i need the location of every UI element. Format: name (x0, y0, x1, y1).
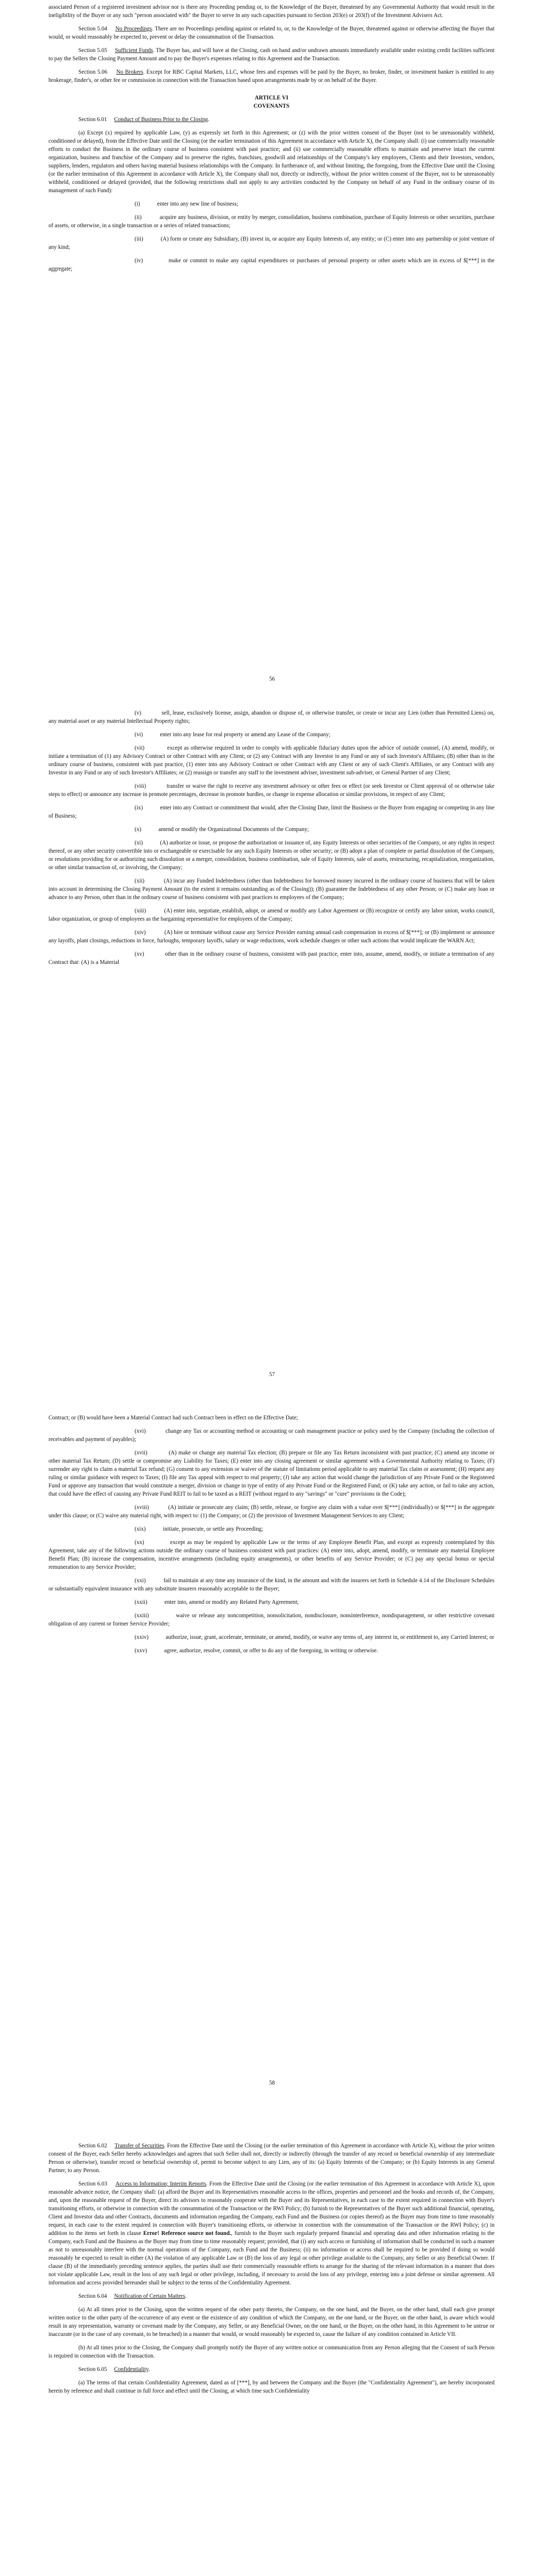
clause-text: (A) incur any Funded Indebtedness (other than Indebtedness for borrowed money incurred in the ordinary course of business that will be taken into account in determining the Closing Payment Amount (to the extent it remains outstanding as of the Closing)); (B) guarantee the Indebtedness of any other Person; or (C) make any loan or advance to any Person, other than in the ordinary course of business consistent with past practices to employees of the Company; (48, 878, 494, 901)
clause-text: enter into any Contract or commitment that would, after the Closing Date, limit the Business or the Buyer from engaging or competing in any line of Business; (48, 805, 494, 819)
clause-item (48, 1525, 494, 1533)
section-title: Conduct of Business Prior to the Closing (114, 116, 208, 123)
carryover-paragraph: associated Person of a registered investment advisor nor is there any Proceeding pending or, to the Knowledge of the Buyer, threatened by any Governmental Authority that would result in the ineligibility of the Buyer or any such "person associated with" the Buyer to serve in any such capacities pursuant to Section 203(e) or 203(f) of the Investment Advisers Act. (48, 4, 494, 19)
clause-text: fail to maintain at any time any insurance of the kind, in the amount and with the insurers set forth in Schedule 4.14 of the Disclosure Schedules or substantially equivalent insurance with any substitute insurers reasonably acceptable to the Buyer; (48, 1578, 494, 1592)
clause-number: (xi) (135, 840, 143, 846)
clause-item (48, 877, 494, 902)
clause-text: change any Tax or accounting method or accounting or cash management practice or policy used by the Company (including the collection of receivables and payment of payables); (48, 1428, 494, 1443)
clause-item (48, 257, 494, 273)
clause-number: (ii) (135, 214, 142, 221)
clause-number: (xx) (135, 1539, 144, 1546)
clause-item (48, 782, 494, 799)
clause-number: (xiv) (135, 929, 146, 936)
clause-number: (xvi) (135, 1428, 146, 1434)
section-title: Access to Information; Interim Reports (115, 2181, 206, 2187)
clause-item (48, 744, 494, 777)
clause-number: (xxii) (135, 1599, 147, 1605)
clause-number: (xxiii) (135, 1613, 149, 1619)
section-6-02: Section 6.02 Transfer of Securities. From the Effective Date until the Closing (or the earlier termination of this Agreement in accordance with Article X), without the prior written consent of the Buyer, each Seller hereby acknowledges and agrees that such Seller shall not, directly or indirectly (through the transfer of any record or beneficial ownership of any intermediate Person or otherwise), transfer record or beneficial ownership of, permit to become subject to any Lien, any of its: (a) Equity Interests of the Company; or (b) Equity Interests in any General Partner, to any Person. (48, 2143, 495, 2174)
section-5-05: Section 5.05 Sufficient Funds. The Buyer has, and will have at the Closing, cash on hand and/or undrawn amounts immediately available under existing credit facilities sufficient to pay the Sellers the Closing Payment Amount and to pay the Buyer's expenses relating to this Agreement and the Transaction. (48, 47, 494, 62)
clause-number: (xix) (135, 1526, 146, 1532)
section-title: Notification of Certain Matters (114, 2293, 186, 2299)
page-56 (0, 0, 544, 703)
clause-number: (vi) (135, 732, 143, 738)
clause-item (48, 1612, 494, 1628)
page-58 (0, 1406, 544, 2110)
clause-item (48, 235, 494, 251)
clause-text: other than in the ordinary course of business, consistent with past practice, enter into, assume, amend, modify, or initiate a termination of any Contract that: (A) is a Material (48, 951, 495, 965)
section-title: Sufficient Funds (114, 47, 153, 54)
clause-number: (xvii) (135, 1450, 147, 1456)
clause-text: sell, lease, exclusively license, assign, abandon or dispose of, or otherwise transfer, or create or incur any Lien (other than Permitted Liens) on, any material asset or any material Intellectual Property rights; (48, 710, 495, 724)
clause-number: (ix) (135, 805, 143, 811)
clause-item (48, 928, 494, 945)
clause-text: (A) make or change any material Tax election; (B) prepare or file any Tax Return inconsistent with past practice; (C) amend any income or other material Tax Return; (D) settle or compromise any Liability for Taxes; (E) enter into any closing agreement or similar agreement with a Governmental Authority relating to Taxes; (F) surrender any right to claim a material Tax refund; (G) consent to any extension or waiver of the statute of limitations period applicable to any material Tax claim or assessment; (H) request any ruling or similar guidance with respect to Taxes; (I) file any Tax appeal with respect to real property; (J) take any action that would change the jurisdiction of any Private Fund or the Registered Fund or approve any transaction that would constitute a merger, division or change in type of entity of any Private Fund or the Registered Fund; or (K) take any action, or fail to take any action, that could have the effect of causing any Private Fund REIT to fail to be taxed as a REIT (without regard to any "savings" or "cure" provisions in the Code); (48, 1450, 494, 1497)
clause-text: authorize, issue, grant, accelerate, terminate, or amend, modify, or waive any terms of, any interest in, or entitlement to, any Carried Interest; or (166, 1634, 494, 1640)
clause-item (48, 1577, 494, 1593)
paragraph-6-04-b: (b) At all times prior to the Closing, the Company shall promptly notify the Buyer of any written notice or communication from any Person alleging that the Consent of such Person is required in connection with the Transaction. (48, 2345, 494, 2359)
clause-text: except as otherwise required in order to comply with applicable fiduciary duties upon the advice of outside counsel, (A) amend, modify, or initiate a termination of (1) any Advisory Contract or other Contract with any Client; or (2) any Contract with any Investor in any Fund or any of such Investor's Affiliates; (B) other than in the ordinary course of business, consistent with past practice, (1) enter into any Advisory Contract or other Contract with any Client or any of such Client's Affiliates, or any Contract with any Investor in any Fund or any of such Investor's Affiliates; or (2) reassign or transfer any staff to the investment adviser, investment sub-adviser, or General Partner of any Client; (48, 745, 495, 776)
clause-number: (xxi) (135, 1578, 146, 1584)
section-6-01-heading: Section 6.01 Conduct of Business Prior to the Closing. (78, 116, 209, 123)
section-title: No Proceedings (115, 26, 152, 32)
page-57 (0, 703, 544, 1406)
clause-list (48, 1427, 494, 1655)
section-6-05-heading: Section 6.05 Confidentiality. (78, 2366, 150, 2372)
clause-number: (iv) (135, 258, 143, 264)
carryover-paragraph: Contract; or (B) would have been a Material Contract had such Contract been in effect on the Effective Date; (48, 1415, 298, 1421)
clause-text: except as may be required by applicable Law or the terms of any Employee Benefit Plan, and except as expressly contemplated by this Agreement, take any of the following actions outside the ordinary course of business consistent with past practices: (A) enter into, adopt, amend, modify, or terminate any material Employee Benefit Plan; (B) increase the compensation, incentive arrangements (including equity arrangements), or other benefits of any Service Provider; or (C) pay any special bonus or special remuneration to any Service Provider; (48, 1539, 494, 1570)
clause-item (48, 1538, 494, 1571)
clause-item (48, 839, 494, 872)
clause-text: acquire any business, division, or entity by merger, consolidation, business combination, purchase of Equity Interests or other securities, purchase of assets, or otherwise, in a single transaction or a series of related transactions; (48, 214, 495, 229)
clause-text: waive or release any noncompetition, nonsolicitation, nondisclosure, nonsinterference, nondisparagement, or other restrictive covenant obligation of any current or former Service Provider; (48, 1613, 495, 1627)
clause-number: (x) (135, 826, 141, 833)
section-title: Transfer of Securities (114, 2143, 164, 2149)
clause-item (48, 804, 494, 820)
clause-text: enter into, amend or modify any Related Party Agreement; (164, 1599, 299, 1605)
clause-item (48, 1633, 494, 1641)
clause-number: (xxv) (135, 1648, 147, 1654)
clause-text: amend or modify the Organizational Documents of the Company; (158, 826, 309, 833)
clause-item (48, 200, 494, 208)
paragraph-a: (a) Except (x) required by applicable Law, (y) as expressly set forth in this Agreement; or (z) with the prior written consent of the Buyer (not to be unreasonably withheld, conditioned or delayed), from the Effective Date until the Closing (or the earlier termination of this Agreement in accordance with Article X), the Company shall: (i) use commercially reasonable efforts to conduct the Business in the ordinary course of business consistent with past practice; and (ii) use commercially reasonable efforts to maintain and preserve intact the current organization, business and franchise of the Company and to preserve the rights, franchises, goodwill and relationships of the Company's key employees, Clients and their Investors, vendors, suppliers, lenders, regulators and others having material business relationships with the Company. In furtherance of, and without limiting, the foregoing, from the Effective Date until the Closing (or the earlier termination of this Agreement in accordance with Article X), the Company shall not, directly or indirectly, without the prior written consent of the Buyer, not to be unreasonably withheld, conditioned or delayed (provided, that the following restrictions shall not apply to any activities conducted by the Company on behalf of any Fund in the ordinary course of its management of such Fund): (48, 130, 494, 194)
clause-text: enter into any new line of business; (157, 201, 238, 207)
clause-number: (i) (135, 201, 140, 207)
reference-error: Error! Reference source not found. (143, 2230, 232, 2236)
clause-item (48, 907, 494, 923)
page-number: 58 (269, 2080, 275, 2086)
clause-number: (xviii) (135, 1504, 149, 1511)
clause-text: (A) form or create any Subsidiary, (B) invest in, or acquire any Equity Interests of, any entity; or (C) enter into any partnership or joint venture of any kind; (48, 236, 495, 250)
clause-number: (xiii) (135, 908, 146, 914)
clause-list (48, 709, 494, 967)
clause-item (48, 213, 494, 230)
clause-item (48, 1427, 494, 1444)
clause-number: (xxiv) (135, 1634, 149, 1640)
clause-text: make or commit to make any capital expenditures or purchases of personal property or other assets which are in excess of $[***] in the aggregate; (48, 258, 495, 272)
clause-item (48, 825, 494, 834)
clause-text: initiate, prosecute, or settle any Proceeding; (162, 1526, 263, 1532)
clause-number: (v) (135, 710, 141, 716)
clause-item (48, 950, 494, 967)
page-number: 56 (269, 676, 275, 682)
clause-number: (xii) (135, 878, 145, 884)
paragraph-6-05-a: (a) The terms of that certain Confidentiality Agreement, dated as of [***], by and between the Company and the Buyer (the "Confidentiality Agreement"), are hereby incorporated herein by reference and shall continue in full force and effect until the Closing, at which time such Confidentiality (48, 2380, 494, 2394)
article-title: COVENANTS (253, 103, 290, 109)
paragraph-6-04-a: (a) At all times prior to the Closing, upon the written request of the other party thereto, the Company, on the one hand, and the Buyer, on the other hand, shall each give prompt written notice to the other party of the occurrence of any event or the existence of any condition of which the Company, on the one hand, or the Buyer, on the other hand, is aware which would result in any representation, warranty or covenant made by the Company, any Seller, or any Beneficial Owner, on the one hand, or the Buyer, on the other hand, in this Agreement to be untrue or inaccurate (or in the case of any covenant, to be breached) in a manner that would, or would reasonably be expected to, cause the failure of any condition contained in Article VII. (48, 2307, 494, 2337)
clause-list (48, 200, 494, 273)
section-5-04: Section 5.04 No Proceedings. There are no Proceedings pending against or related to, or, to the Knowledge of the Buyer, threatened against or otherwise affecting the Buyer that would, or would reasonably be expected to, prevent or delay the consummation of the Transaction. (48, 26, 494, 40)
section-5-06: Section 5.06 No Brokers. Except for RBC Capital Markets, LLC, whose fees and expenses will be paid by the Buyer, no broker, finder, or investment banker is entitled to any brokerage, finder's, or other fee or commission in connection with the Transaction based upon arrangements made by or on behalf of the Buyer. (48, 69, 494, 83)
clause-text: agree, authorize, resolve, commit, or offer to do any of the foregoing, in writing or otherwise. (164, 1648, 378, 1654)
clause-text: transfer or waive the right to receive any investment advisory or other fees or effect (or seek Investor or Client approval of or otherwise take steps to effect) or announce any increase in promote percentages, decrease in promote hurdles, or change in expense allocation or similar provisions, in respect of any Client; (48, 783, 494, 798)
clause-text: (A) initiate or prosecute any claim; (B) settle, release, or forgive any claim with a value over $[***] (individually) or $[***] in the aggregate under this clause; or (C) waive any material right, with respect to: (1) the Company; or (2) the provision of Investment Management Services to any Client; (48, 1504, 494, 1519)
article-heading (48, 94, 494, 110)
clause-item (48, 709, 494, 725)
section-title: No Brokers (116, 69, 143, 75)
clause-text: (A) authorize or issue, or propose the authorization or issuance of, any Equity Interests or other securities of the Company, or any rights in respect thereof, or any other security convertible into or exchangeable or exercisable for any such Equity Interests or other security; or (B) adopt a plan of complete or partial dissolution of the Company, or resolutions providing for or authorizing such dissolution or a merger, consolidation, business combination, sale of Equity Interests, sale of assets, restructuring, recapitalization, reorganization, or other similar transaction of, or involving, the Company; (48, 840, 495, 871)
section-6-03: Section 6.03 Access to Information; Interim Reports. From the Effective Date until the Closing (or the earlier termination of this Agreement in accordance with Article X), upon reasonable advance notice, the Company shall: (a) afford the Buyer and its Representatives reasonable access to the offices, properties and personnel and the books and records of, the Company, and, upon the reasonable request of the Buyer, direct its advisors to reasonably cooperate with the Buyer and its Representatives, in each case to the extent required in connection with Buyer's transitioning efforts, or otherwise in connection with the consummation of the Transaction or the RWI Policy; (b) furnish to the Representatives of the Buyer such additional financial, operating, Client and Investor data and other Contracts, documents and information regarding the Company, each Fund and the Business (or copies thereof) as the Buyer may from time to time reasonably request, in each case to the extent required in connection with Buyer's transitioning efforts, or otherwise in connection with the consummation of the Transaction or the RWI Policy; (c) in addition to the items set forth in clause Error! Reference source not found., furnish to the Buyer such regularly prepared financial and operating data and other information relating to the Company, each Fund and the Business as the Buyer may from time to time reasonably request; provided, that (i) any such access or furnishing of information shall be conducted in such a manner as not to unreasonably interfere with the normal operations of the Company, each Fund and the Business; (ii) no information or access shall be required to be provided if doing so would reasonably be expected to result in either (A) the violation of any applicable Law or (B) the loss of any legal or other privilege available to the Company, any Seller or any Beneficial Owner. If clause (B) of the immediately preceding sentence applies, the parties shall use their commercially reasonable efforts to arrange for the sharing of the relevant information in a manner that does not violate applicable Law, result in the loss of any such legal or other privilege, including, if necessary to avoid the loss of any privilege, entering into a joint defense or similar agreement. All information and access provided hereunder shall be subject to the terms of the Confidentiality Agreement. (48, 2181, 494, 2286)
clause-item (48, 731, 494, 739)
article-number: ARTICLE VI (254, 95, 289, 101)
page-number: 57 (269, 1371, 275, 1378)
clause-number: (vii) (135, 745, 145, 751)
clause-item (48, 1647, 494, 1655)
clause-item (48, 1449, 494, 1498)
clause-number: (xv) (135, 951, 144, 957)
clause-text: enter into any lease for real property or amend any Lease of the Company; (160, 732, 331, 738)
section-6-04-heading: Section 6.04 Notification of Certain Matters. (78, 2293, 187, 2299)
clause-item (48, 1598, 494, 1606)
clause-text: (A) hire or terminate without cause any Service Provider earning annual cash compensation in excess of $[***]; or (B) implement or announce any layoffs, plant closings, reductions in force, furloughs, temporary layoffs, salary or wage reductions, work schedule changes or other such actions that would implicate the WARN Act; (48, 929, 495, 944)
clause-item (48, 1503, 494, 1520)
clause-number: (viii) (135, 783, 146, 789)
page-59 (0, 2110, 544, 2576)
clause-number: (iii) (135, 236, 143, 242)
section-title: Confidentiality (114, 2366, 149, 2372)
clause-text: (A) enter into, negotiate, establish, adopt, or amend or modify any Labor Agreement or (B) recognize or certify any labor union, works council, labor organization, or group of employees as the bargaining representative for employees of the Company; (48, 908, 495, 922)
